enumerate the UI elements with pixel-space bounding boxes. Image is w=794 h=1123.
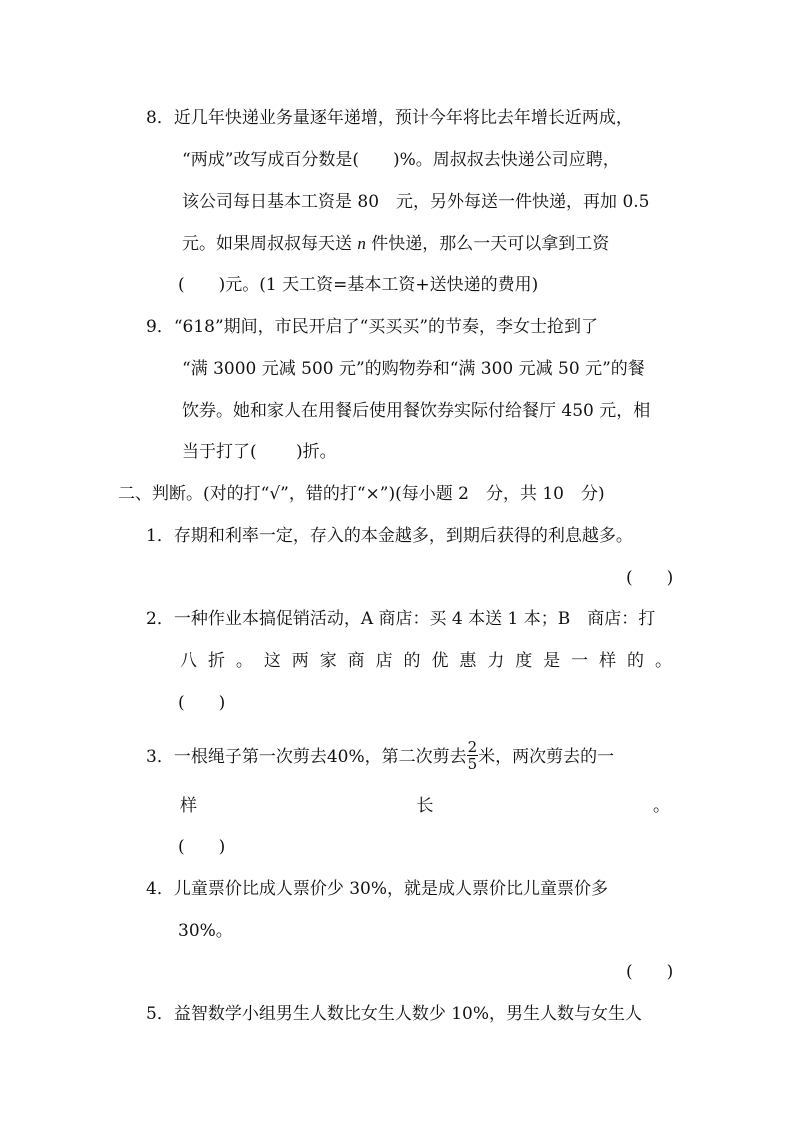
j2-char: 商 bbox=[347, 651, 365, 671]
j2-char: 的 bbox=[627, 651, 644, 671]
q8-line-1 bbox=[146, 106, 633, 130]
j2-char: 惠 bbox=[459, 651, 477, 671]
q8-line-2: “两成”改写成百分数是( )%。周叔叔去快递公司应聘， bbox=[182, 150, 620, 170]
fraction-two-fifths bbox=[467, 739, 479, 772]
j3-char: 。 bbox=[653, 796, 670, 816]
j2-char: 这 bbox=[263, 651, 281, 671]
q9-number: 9． bbox=[146, 317, 174, 337]
j3-text-1b: 米，两次剪去的一 bbox=[478, 747, 615, 767]
j1-line-1 bbox=[146, 524, 633, 548]
j3-line-1 bbox=[146, 738, 615, 774]
q8-variable-n: n bbox=[357, 234, 366, 253]
q8-text-1: 近几年快递业务量逐年递增，预计今年将比去年增长近两成， bbox=[173, 108, 633, 128]
j3-line-2 bbox=[180, 794, 670, 818]
j3-text-1a: 一根绳子第一次剪去40%，第二次剪去 bbox=[173, 747, 467, 767]
q9-line-3: 饮券。她和家人在用餐后使用餐饮券实际付给餐厅 450 元，相 bbox=[182, 401, 651, 421]
j2-answer-blank[interactable]: ( ) bbox=[178, 693, 226, 713]
j2-char: 家 bbox=[319, 651, 337, 671]
j2-char: 两 bbox=[291, 651, 309, 671]
j1-number: 1． bbox=[146, 526, 174, 546]
q9-line-4: 当于打了( )折。 bbox=[182, 442, 337, 462]
q8-line-5: ( )元。(1 天工资=基本工资+送快递的费用) bbox=[178, 275, 539, 295]
j3-answer-blank[interactable]: ( ) bbox=[178, 837, 226, 857]
j2-char: 度 bbox=[515, 651, 533, 671]
j2-text-1: 一种作业本搞促销活动，A 商店：买 4 本送 1 本；B 商店：打 bbox=[173, 609, 656, 629]
j4-line-1 bbox=[146, 877, 608, 901]
j2-char: 优 bbox=[431, 651, 449, 671]
j2-line-1 bbox=[146, 607, 655, 631]
j1-text-1: 存期和利率一定，存入的本金越多，到期后获得的利息越多。 bbox=[173, 526, 633, 546]
j2-char: 折 bbox=[207, 651, 225, 671]
q8-text-4b: 件快递，那么一天可以拿到工资 bbox=[365, 234, 610, 254]
j1-answer-blank[interactable]: ( ) bbox=[626, 568, 674, 588]
q9-text-1: “618”期间，市民开启了“买买买”的节奏，李女士抢到了 bbox=[173, 317, 599, 337]
q8-number: 8． bbox=[146, 108, 174, 128]
q8-line-3: 该公司每日基本工资是 80 元，另外每送一件快递，再加 0.5 bbox=[182, 192, 650, 212]
j2-char: 力 bbox=[487, 651, 505, 671]
j3-char: 样 bbox=[180, 796, 197, 816]
j4-number: 4． bbox=[146, 879, 174, 899]
j2-number: 2． bbox=[146, 609, 174, 629]
j2-char: 的 bbox=[403, 651, 421, 671]
j3-number: 3． bbox=[146, 747, 174, 767]
fraction-denominator: 5 bbox=[467, 755, 478, 773]
j4-text-1: 儿童票价比成人票价少 30%，就是成人票价比儿童票价多 bbox=[173, 879, 609, 899]
j2-line-2 bbox=[180, 649, 672, 673]
j5-number: 5． bbox=[146, 1004, 174, 1024]
fraction-numerator: 2 bbox=[467, 738, 478, 756]
q8-text-4a: 元。如果周叔叔每天送 bbox=[182, 234, 358, 254]
q9-line-1 bbox=[146, 315, 598, 339]
section2-heading: 二、判断。(对的打“√”，错的打“×”)(每小题 2 分，共 10 分) bbox=[118, 484, 605, 504]
q8-line-4 bbox=[182, 232, 609, 256]
j2-char: 。 bbox=[654, 651, 672, 671]
j3-char: 长 bbox=[416, 796, 434, 816]
j4-line-2: 30%。 bbox=[178, 921, 233, 941]
q9-line-2: “满 3000 元减 500 元”的购物券和“满 300 元减 50 元”的餐 bbox=[182, 359, 645, 379]
j2-char: 是 bbox=[543, 651, 561, 671]
j2-char: 店 bbox=[375, 651, 393, 671]
j5-line-1 bbox=[146, 1002, 642, 1026]
j2-char: 一 bbox=[571, 651, 589, 671]
j2-char: 八 bbox=[180, 651, 197, 671]
j4-answer-blank[interactable]: ( ) bbox=[626, 962, 674, 982]
j5-text-1: 益智数学小组男生人数比女生人数少 10%，男生人数与女生人 bbox=[173, 1004, 643, 1024]
j2-char: 。 bbox=[235, 651, 253, 671]
j2-char: 样 bbox=[599, 651, 617, 671]
